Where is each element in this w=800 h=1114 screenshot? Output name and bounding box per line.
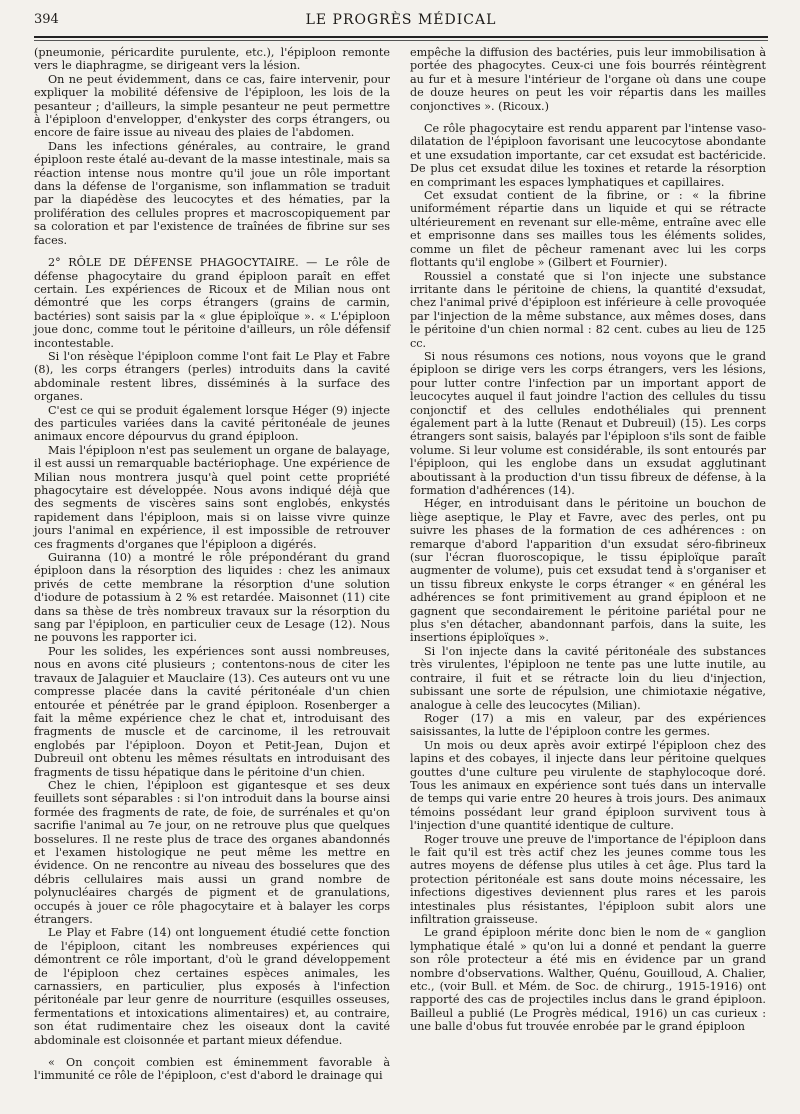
- left-column: [34, 46, 390, 1083]
- paragraph: Dans les infections générales, au contraire, le grand épiploon reste étalé au-devant de la masse intestinale, mais sa réaction intense nous montre qu'il joue un rôle important dans la défense de l'organisme, son inflammation se traduit par la diapédèse des leucocytes et des hématies, par la prolifération des cellules propres et macroscopiquement par sa coloration et par l'existence de traînées de fibrine sur ses faces.: [34, 139, 390, 247]
- paragraph: (pneumonie, péricardite purulente, etc.), l'épiploon remonte vers le diaphragme, se dirigeant vers la lésion.: [34, 46, 390, 73]
- paragraph: C'est ce qui se produit également lorsque Héger (9) injecte des particules variées dans la cavité péritonéale de jeunes animaux encore dépourvus du grand épiploon.: [34, 403, 390, 444]
- paragraph: On ne peut évidemment, dans ce cas, faire intervenir, pour expliquer la mobilité défensive de l'épiploon, les lois de la pesanteur ; d'ailleurs, la simple pesanteur ne peut permettre à l'épiploon d'envelopper, d'enkyster des corps étrangers, ou encore de faire issue au niveau des plaies de l'abdomen.: [34, 72, 390, 140]
- journal-title: LE PROGRÈS MÉDICAL: [305, 12, 497, 28]
- paragraph: Roger (17) a mis en valeur, par des expériences saisissantes, la lutte de l'épiploon contre les germes.: [410, 711, 766, 739]
- paragraph: Mais l'épiploon n'est pas seulement un organe de balayage, il est aussi un remarquable bactériophage. Une expérience de Milian nous montrera jusqu'à quel point cette propriété phagocytaire est développée. Nous avons indiqué déjà que des segments de viscères sains sont englobés, enkystés rapidement dans l'épiploon, mais si on laisse vivre quinze jours l'animal en expérience, il est impossible de retrouver ces fragments d'organes que l'épiploon a digérés.: [34, 443, 390, 551]
- paragraph: Roussiel a constaté que si l'on injecte une substance irritante dans le péritoine de chiens, la quantité d'exsudat, chez l'animal privé d'épiploon est inférieure à celle provoquée par l'injection de la même substance, aux mêmes doses, dans le péritoine d'un chien normal : 82 cent. cubes au lieu de 125 cc.: [410, 269, 766, 350]
- header-rule-thin: [34, 40, 768, 41]
- paragraph: « On conçoit combien est éminemment favorable à l'immunité ce rôle de l'épiploon, c'est d'abord le drainage qui: [34, 1056, 390, 1083]
- header-rule: [34, 36, 768, 38]
- paragraph: Si l'on injecte dans la cavité péritonéale des substances très virulentes, l'épiploon ne tente pas une lutte inutile, au contraire, il fuit et se rétracte loin du lieu d'injection, subissant une sorte de répulsion, une chimiotaxie négative, analogue à celle des leucocytes (Milian).: [410, 644, 766, 712]
- paragraph: Le Play et Fabre (14) ont longuement étudié cette fonction de l'épiploon, citant les nombreuses expériences qui démontrent ce rôle important, d'où le grand développement de l'épiploon chez certaines espèces animales, les carnassiers, en particulier, plus exposés à l'infection péritonéale par leur genre de nourriture (esquilles osseuses, fermentations et intoxications alimentaires) et, au contraire, son état rudimentaire chez les oiseaux dont la cavité abdominale est cloisonnée et partant mieux défendue.: [34, 926, 390, 1047]
- paragraph: Le grand épiploon mérite donc bien le nom de « ganglion lymphatique étalé » qu'on lui a donné et pendant la guerre son rôle protecteur a été mis en évidence par un grand nombre d'observations. Walther, Quénu, Gouilloud, A. Chalier, etc., (voir Bull. et Mém. de Soc. de chirurg., 1915-1916) ont rapporté des cas de projectiles inclus dans le grand épiploon. Bailleul a publié (Le Progrès médical, 1916) un cas curieux : une balle d'obus fut trouvée enrobée par le grand épiploon: [410, 926, 766, 1034]
- paragraph: empêche la diffusion des bactéries, puis leur immobilisation à portée des phagocytes. Ceux-ci une fois bourrés réintègrent au fur et à mesure l'intérieur de l'organe où dans une coupe de douze heures on peut les voir répartis dans les mailles conjonctives ». (Ricoux.): [410, 46, 766, 113]
- paragraph: Pour les solides, les expériences sont aussi nombreuses, nous en avons cité plusieurs ; contentons-nous de citer les travaux de Jalaguier et Mauclaire (13). Ces auteurs ont vu une compresse placée dans la cavité péritonéale d'un chien entourée et pénétrée par le grand épiploon. Rosenberger a fait la même expérience chez le chat et, introduisant des fragments de muscle et de carcinome, il les retrouvait englobés par l'épiploon. Doyon et Petit-Jean, Dujon et Dubreuil ont obtenu les mêmes résultats en introduisant des fragments de tissu hépatique dans le péritoine d'un chien.: [34, 644, 390, 779]
- right-column: [410, 46, 766, 1034]
- paragraph: Si l'on résèque l'épiploon comme l'ont fait Le Play et Fabre (8), les corps étrangers (perles) introduits dans la cavité abdominale restent libres, disséminés à la surface des organes.: [34, 349, 390, 404]
- page-number: 394: [34, 12, 59, 27]
- paragraph: Ce rôle phagocytaire est rendu apparent par l'intense vaso-dilatation de l'épiploon favorisant une leucocytose abondante et une exsudation importante, car cet exsudat est bactéricide. De plus cet exsudat dilue les toxines et retarde la résorption en comprimant les espaces lymphatiques et capillaires.: [410, 122, 766, 189]
- paragraph: Guiranna (10) a montré le rôle prépondérant du grand épiploon dans la résorption des liquides : chez les animaux privés de cette membrane la résorption d'une solution d'iodure de potassium à 2 % est retardée. Maisonnet (11) cite dans sa thèse de très nombreux travaux sur la résorption du sang par l'épiploon, en particulier ceux de Lesage (12). Nous ne pouvons les rapporter ici.: [34, 551, 390, 645]
- paragraph: Héger, en introduisant dans le péritoine un bouchon de liège aseptique, le Play et Favre, avec des perles, ont pu suivre les phases de la formation de ces adhérences : on remarque d'abord l'apparition d'un exsudat séro-fibrineux (sur l'écran fluoroscopique, le tissu épiploïque paraît augmenter de volume), puis cet exsudat tend à s'organiser et un tissu fibreux enkyste le corps étranger « en général les adhérences se font primitivement au grand épiploon et ne gagnent que secondairement le péritoine pariétal pour ne plus s'en détacher, abandonnant parfois, dans la suite, les insertions épiploïques ».: [410, 497, 766, 645]
- section-paragraph: 2° RÔLE DE DÉFENSE PHAGOCYTAIRE. — Le rôle de défense phagocytaire du grand épiploon paraît en effet certain. Les expériences de Ricoux et de Milian nous ont démontré que les corps étrangers (grains de carmin, bactéries) sont saisis par la « glue épiploïque ». « L'épiploon joue donc, comme tout le péritoine d'ailleurs, un rôle défensif incontestable.: [34, 256, 390, 350]
- paragraph: Un mois ou deux après avoir extirpé l'épiploon chez des lapins et des cobayes, il injecte dans leur péritoine quelques gouttes d'une culture peu virulente de staphylocoque doré. Tous les animaux en expérience sont tués dans un intervalle de temps qui varie entre 20 heures à trois jours. Des animaux témoins possédant leur grand épiploon survivent tous à l'injection d'une quantité identique de culture.: [410, 738, 766, 833]
- paragraph: Si nous résumons ces notions, nous voyons que le grand épiploon se dirige vers les corps étrangers, vers les lésions, pour lutter contre l'infection par un important apport de leucocytes auquel il faut joindre l'action des cellules du tissu conjonctif et des cellules endothéliales qui prennent également part à la lutte (Renaut et Dubreuil) (15). Les corps étrangers sont saisis, balayés par l'épiploon s'ils sont de faible volume. Si leur volume est considérable, ils sont entourés par l'épiploon, qui les englobe dans un exsudat agglutinant aboutissant à la production d'un tissu fibreux de défense, à la formation d'adhérences (14).: [410, 349, 766, 497]
- paragraph: Cet exsudat contient de la fibrine, or : « la fibrine uniformément répartie dans un liquide et qui se rétracte ultérieurement en revenant sur elle-même, entraîne avec elle et emprisonne dans ses mailles tous les éléments solides, comme un filet de pêcheur ramenant avec lui les corps flottants qu'il englobe » (Gilbert et Fournier).: [410, 189, 766, 270]
- page-header: [34, 12, 768, 34]
- paragraph: Roger trouve une preuve de l'importance de l'épiploon dans le fait qu'il est très actif chez les jeunes comme tous les autres moyens de défense plus utiles à cet âge. Plus tard la protection péritonéale est sans doute moins nécessaire, les infections digestives deviennent plus rares et les parois intestinales plus résistantes, l'épiploon subit alors une infiltration graisseuse.: [410, 832, 766, 926]
- paragraph: Chez le chien, l'épiploon est gigantesque et ses deux feuillets sont séparables : si l'on introduit dans la bourse ainsi formée des fragments de rate, de foie, de surrénales et qu'on sacrifie l'animal au 7e jour, on ne retrouve plus que quelques bosselures. Il ne reste plus de trace des organes abandonnés et l'examen histologique ne peut même les mettre en évidence. On ne rencontre au niveau des bosselures que des débris cellulaires mais aussi un grand nombre de polynucléaires chargés de pigment et de granulations, occupés à jouer ce rôle phagocytaire et à balayer les corps étrangers.: [34, 778, 390, 926]
